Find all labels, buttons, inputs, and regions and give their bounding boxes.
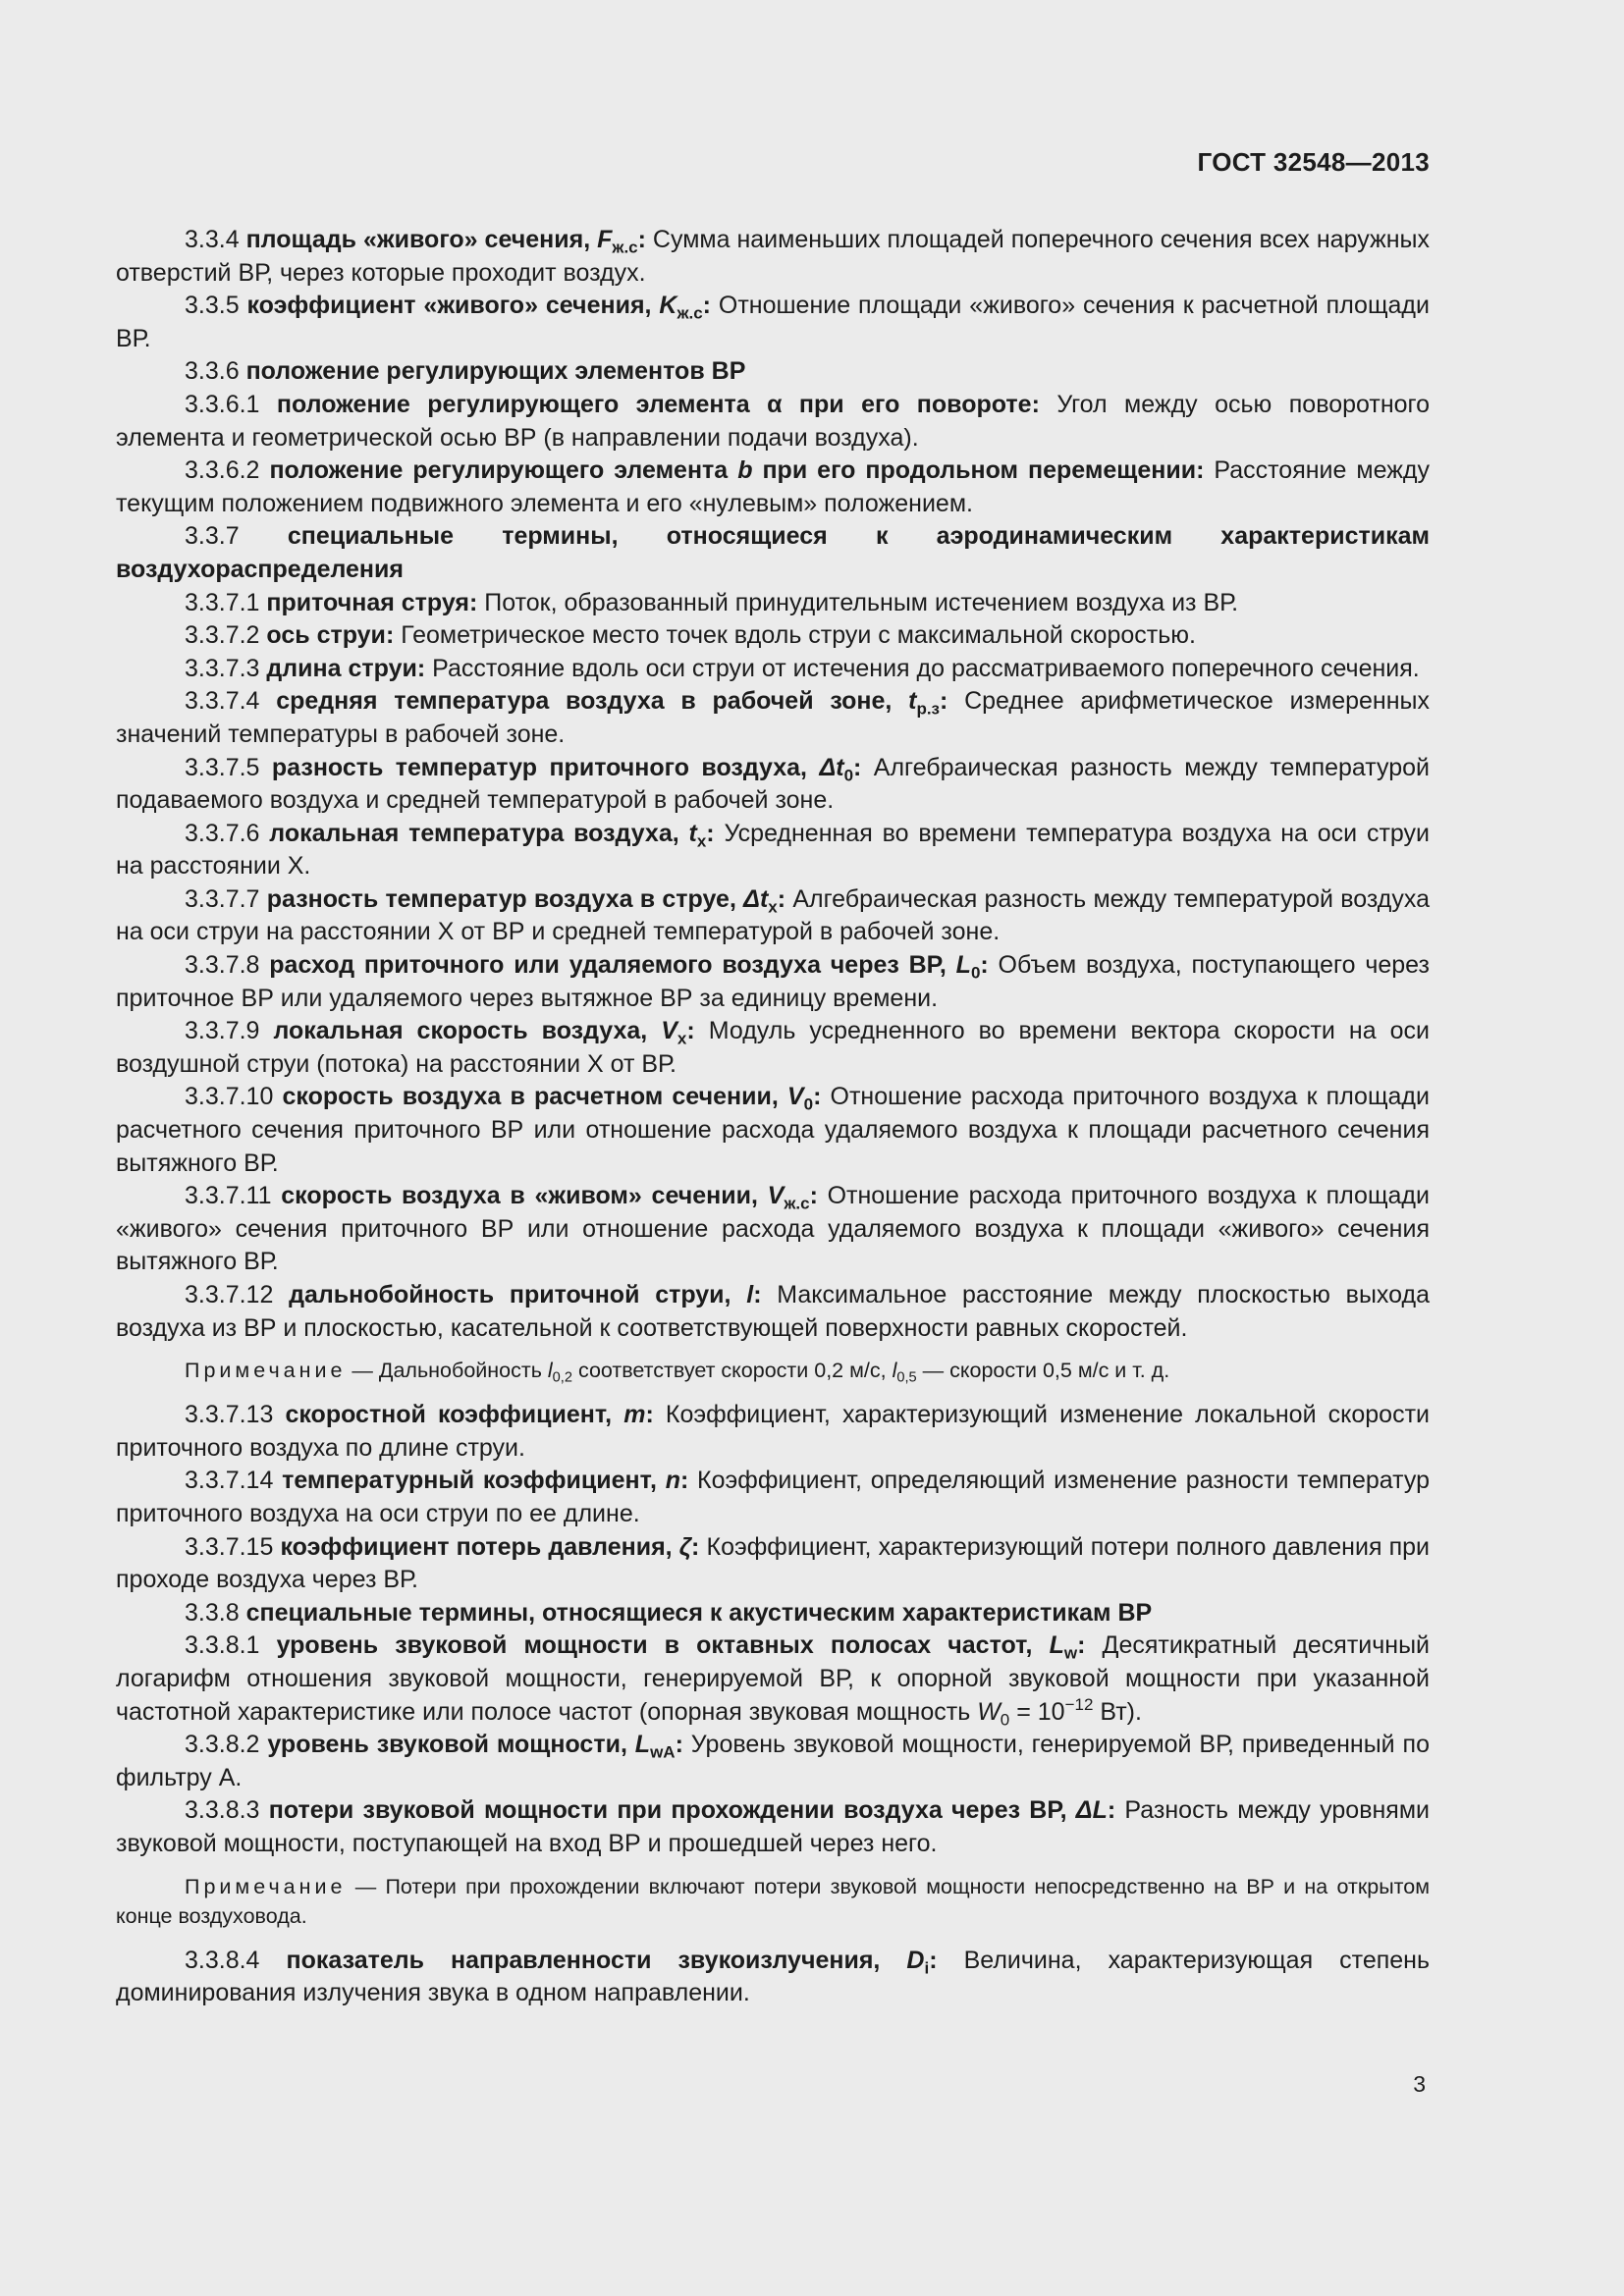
term-text: уровень звуковой мощности в октавных полосах частот,: [276, 1631, 1033, 1660]
term-name: [277, 391, 1040, 418]
formula-exponent: −12: [1064, 1694, 1094, 1714]
term-name: [266, 621, 394, 649]
term-paragraph: [116, 1399, 1430, 1465]
term-paragraph: [116, 587, 1430, 620]
formula-text: Вт).: [1093, 1697, 1142, 1726]
term-colon: :: [1031, 390, 1040, 418]
formula-text: = 10: [1009, 1697, 1065, 1726]
term-symbol-subscript: 0: [843, 765, 854, 784]
term-name: [281, 1182, 818, 1213]
term-text: специальные термины, относящиеся к акустическим характеристикам ВР: [245, 1598, 1153, 1627]
note-text: Потери при прохождении включают потери звуковой мощности непосредственно на ВР и на открытом конце воздуховода.: [116, 1874, 1430, 1928]
term-colon: :: [706, 819, 715, 847]
term-text: скорость воздуха в расчетном сечении,: [282, 1083, 779, 1111]
term-text: разность температур приточного воздуха,: [271, 753, 807, 781]
term-symbol-subscript: x: [696, 831, 707, 851]
term-colon: :: [686, 1017, 695, 1045]
clause-number: 3.3.8.1: [185, 1631, 260, 1660]
clause-number: 3.3.8.3: [185, 1796, 260, 1825]
term-paragraph: [116, 224, 1430, 290]
clause-number: 3.3.5: [185, 292, 240, 320]
note-text: соответствует скорости 0,2 м/с,: [571, 1359, 893, 1383]
clause-number: 3.3.7.10: [185, 1083, 274, 1111]
term-name: [246, 1599, 1153, 1627]
term-text: специальные термины, относящиеся к аэродинамическим характеристикам воздухораспределения: [116, 522, 1431, 583]
clause-number: 3.3.7.6: [185, 819, 260, 847]
term-text: разность температур воздуха в струе,: [266, 884, 736, 913]
term-name: [282, 1467, 688, 1494]
term-text: показатель направленности звукоизлучения,: [286, 1946, 881, 1974]
term-name: [246, 292, 712, 323]
term-paragraph: [116, 389, 1430, 454]
term-symbol-subscript: 0: [970, 963, 981, 983]
term-definition: Алгебраическая разность между температурой подаваемого воздуха и средней температурой в рабочей зоне.: [116, 753, 1431, 815]
term-paragraph: [116, 949, 1430, 1015]
document-header: ГОСТ 32548—2013: [1197, 147, 1430, 177]
term-definition: Десятикратный десятичный логарифм отношения звуковой мощности, генерируемой ВР, к опорной звуковой мощности при указанной частотной характеристике или полосе частот (опорная звуковая мощность: [116, 1631, 1431, 1726]
clause-number: 3.3.8: [185, 1598, 240, 1627]
note-dash: —: [346, 1874, 386, 1898]
term-name: [269, 1796, 1115, 1824]
term-definition: Среднее арифметическое измеренных значений температуры в рабочей зоне.: [116, 687, 1430, 748]
term-text: коэффициент потерь давления,: [280, 1532, 673, 1561]
term-colon: :: [853, 753, 862, 781]
term-name: [271, 753, 862, 784]
term-symbol: t: [908, 687, 917, 716]
clause-number: 3.3.7.12: [185, 1281, 274, 1308]
term-text: длина струи: [266, 654, 417, 682]
clause-number: 3.3.6: [185, 357, 240, 386]
term-definition: Расстояние между текущим положением подвижного элемента и его «нулевым» положением.: [116, 456, 1431, 517]
term-name: [246, 357, 746, 385]
term-symbol-subscript: x: [677, 1029, 687, 1048]
term-paragraph: [116, 1629, 1430, 1729]
term-paragraph: [116, 1531, 1430, 1597]
term-text: скорость воздуха в «живом» сечении,: [281, 1182, 758, 1210]
term-name: [276, 1631, 1086, 1663]
term-paragraph: [116, 1465, 1430, 1530]
term-definition: Коэффициент, определяющий изменение разности температур приточного воздуха на оси струи по ее длине.: [116, 1467, 1430, 1527]
term-symbol: n: [665, 1467, 680, 1495]
term-symbol: b: [737, 456, 753, 485]
term-definition: Геометрическое место точек вдоль струи с максимальной скоростью.: [394, 621, 1196, 650]
formula-symbol: W: [977, 1697, 1001, 1726]
term-text: положение регулирующего элемента α при его повороте: [276, 390, 1032, 418]
clause-number: 3.3.7.15: [185, 1532, 274, 1561]
note-text: Дальнобойность: [378, 1359, 548, 1383]
note-symbol: l: [547, 1359, 553, 1383]
term-symbol: V: [786, 1083, 804, 1111]
term-symbol: m: [623, 1401, 646, 1429]
note-symbol: l: [892, 1359, 897, 1383]
term-symbol: Δt: [743, 884, 769, 913]
term-name: [269, 456, 1204, 484]
term-colon: :: [753, 1281, 762, 1308]
term-text: локальная скорость воздуха,: [273, 1017, 648, 1045]
term-paragraph: [116, 1081, 1430, 1180]
note-text: — скорости 0,5 м/с и т. д.: [916, 1359, 1170, 1383]
term-symbol: F: [597, 226, 613, 253]
note-paragraph: [116, 1872, 1430, 1931]
note-symbol-subscript: 0,5: [896, 1369, 917, 1386]
term-text: скоростной коэффициент,: [285, 1401, 613, 1429]
term-paragraph: [116, 1279, 1430, 1345]
term-definition: Угол между осью поворотного элемента и геометрической осью ВР (в направлении подачи воздуха).: [116, 390, 1430, 452]
term-colon: :: [777, 884, 786, 913]
term-colon: :: [637, 226, 646, 253]
term-text: положение регулирующего элемента: [269, 456, 729, 485]
clause-number: 3.3.7.11: [185, 1182, 272, 1210]
clause-number: 3.3.7.2: [185, 621, 260, 650]
term-symbol-subscript: ж.с: [612, 238, 638, 257]
term-definition: Усредненная во времени температура воздуха на оси струи на расстоянии X.: [116, 819, 1430, 881]
term-symbol: V: [661, 1017, 677, 1045]
term-definition: Объем воздуха, поступающего через приточное ВР или удаляемого через вытяжное ВР за единицу времени.: [116, 951, 1430, 1012]
term-symbol: D: [906, 1946, 925, 1974]
clause-number: 3.3.7.9: [185, 1017, 260, 1045]
term-colon: :: [809, 1182, 818, 1210]
term-symbol-subscript: x: [768, 897, 778, 917]
clause-number: 3.3.8.4: [185, 1946, 260, 1974]
term-name: [116, 522, 1430, 583]
note-symbol-subscript: 0,2: [552, 1369, 572, 1386]
term-text: коэффициент «живого» сечения,: [246, 292, 652, 320]
note-label: Примечание: [185, 1874, 347, 1898]
term-colon: :: [702, 292, 711, 320]
clause-number: 3.3.7.13: [185, 1401, 274, 1429]
note-dash: —: [346, 1359, 379, 1383]
term-paragraph: [116, 752, 1430, 818]
term-colon: :: [691, 1532, 700, 1561]
term-text: положение регулирующих элементов ВР: [245, 357, 746, 386]
term-text: средняя температура воздуха в рабочей зоне,: [276, 687, 893, 716]
term-symbol: t: [688, 819, 697, 847]
clause-number: 3.3.7.14: [185, 1467, 274, 1495]
term-paragraph: [116, 883, 1430, 949]
clause-number: 3.3.6.1: [185, 390, 260, 418]
term-paragraph: [116, 1945, 1430, 2010]
term-symbol-subscript: ж.с: [784, 1194, 810, 1213]
term-paragraph: [116, 1729, 1430, 1794]
term-definition: Максимальное расстояние между плоскостью выхода воздуха из ВР и плоскостью, касательной к соответствующей поверхности равных скоростей.: [116, 1281, 1430, 1342]
term-name: [285, 1401, 653, 1428]
term-definition: Алгебраическая разность между температурой воздуха на оси струи на расстоянии X от ВР и средней температурой в рабочей зоне.: [116, 884, 1431, 946]
term-colon: :: [679, 1467, 689, 1495]
term-colon: :: [1196, 456, 1205, 485]
clause-number: 3.3.7: [185, 522, 240, 551]
term-name: [276, 687, 948, 719]
term-text: уровень звуковой мощности,: [267, 1731, 627, 1759]
term-colon: :: [416, 654, 426, 682]
term-paragraph: [116, 520, 1430, 586]
term-colon: :: [645, 1401, 654, 1429]
term-symbol: L: [634, 1731, 651, 1759]
term-paragraph: [116, 290, 1430, 355]
term-symbol-subscript: 0: [803, 1095, 814, 1114]
term-definition: Коэффициент, характеризующий изменение локальной скорости приточного воздуха по длине струи.: [116, 1401, 1430, 1462]
term-text: приточная струя: [266, 588, 470, 616]
clause-number: 3.3.7.3: [185, 654, 260, 682]
term-text: расход приточного или удаляемого воздуха через ВР,: [269, 951, 947, 980]
term-colon: :: [1077, 1631, 1086, 1660]
term-symbol-subscript: р.з: [916, 699, 941, 719]
term-colon: :: [1107, 1796, 1116, 1825]
term-paragraph: [116, 1794, 1430, 1860]
note-label: Примечание: [185, 1359, 347, 1383]
term-text: температурный коэффициент,: [282, 1467, 657, 1495]
term-definition: Разность между уровнями звуковой мощности, поступающей на вход ВР и прошедшей через него.: [116, 1796, 1430, 1857]
term-paragraph: [116, 619, 1430, 653]
term-symbol: ζ: [678, 1532, 692, 1561]
term-name: [245, 226, 646, 257]
term-name: [269, 951, 989, 983]
term-symbol-subscript: w: [1063, 1643, 1078, 1663]
term-name: [273, 1017, 695, 1048]
term-name: [267, 1731, 683, 1762]
term-paragraph: [116, 685, 1430, 751]
term-symbol-subscript: i: [924, 1957, 930, 1977]
term-definition: Отношение расхода приточного воздуха к площади расчетного сечения приточного ВР или отношение расхода удаляемого воздуха к площади расчетного сечения вытяжного ВР.: [116, 1083, 1430, 1177]
term-colon: :: [385, 621, 395, 650]
clause-number: 3.3.7.7: [185, 884, 260, 913]
term-symbol-subscript: ж.с: [677, 303, 703, 323]
term-symbol: l: [746, 1281, 754, 1308]
term-text: потери звуковой мощности при прохождении воздуха через ВР,: [268, 1796, 1067, 1825]
clause-number: 3.3.6.2: [185, 456, 260, 485]
term-symbol: L: [955, 951, 971, 980]
term-paragraph: [116, 1597, 1430, 1630]
term-colon: :: [469, 588, 478, 616]
term-name: [266, 655, 425, 682]
term-text: ось струи: [266, 621, 386, 650]
term-colon: :: [940, 687, 948, 716]
term-symbol: V: [767, 1182, 785, 1210]
page-number: 3: [1413, 2071, 1426, 2097]
term-name: [266, 884, 786, 917]
clause-number: 3.3.8.2: [185, 1731, 260, 1759]
clause-number: 3.3.7.8: [185, 951, 260, 980]
document-body: [116, 224, 1430, 2010]
term-colon: :: [813, 1083, 822, 1111]
term-colon: :: [980, 951, 989, 980]
term-name: [289, 1281, 761, 1308]
term-definition: Расстояние вдоль оси струи от истечения до рассматриваемого поперечного сечения.: [425, 654, 1420, 682]
term-text: дальнобойность приточной струи,: [289, 1281, 731, 1308]
term-definition: Отношение расхода приточного воздуха к площади «живого» сечения приточного ВР или отношение расхода удаляемого воздуха к площади «живого» сечения вытяжного ВР.: [116, 1182, 1430, 1276]
term-definition: Поток, образованный принудительным истечением воздуха из ВР.: [477, 588, 1239, 616]
term-colon: :: [675, 1731, 683, 1759]
term-name: [282, 1083, 822, 1114]
term-definition: Коэффициент, характеризующий потери полного давления при проходе воздуха через ВР.: [116, 1532, 1431, 1594]
term-paragraph: [116, 818, 1430, 883]
term-symbol: L: [1049, 1631, 1064, 1660]
term-colon: :: [929, 1946, 938, 1974]
term-definition: Сумма наименьших площадей поперечного сечения всех наружных отверстий ВР, через которые проходит воздух.: [116, 226, 1430, 287]
term-text: локальная температура воздуха,: [269, 819, 679, 847]
clause-number: 3.3.4: [185, 226, 240, 253]
clause-number: 3.3.7.5: [185, 753, 260, 781]
term-paragraph: [116, 355, 1430, 389]
term-text: при его продольном перемещении: [752, 456, 1197, 485]
term-symbol: ΔL: [1075, 1796, 1108, 1825]
clause-number: 3.3.7.1: [185, 588, 260, 616]
term-name: [286, 1946, 938, 1977]
term-text: площадь «живого» сечения,: [245, 226, 591, 253]
term-paragraph: [116, 454, 1430, 520]
clause-number: 3.3.7.4: [185, 687, 260, 716]
term-definition: Уровень звуковой мощности, генерируемой ВР, приведенный по фильтру А.: [116, 1731, 1430, 1791]
formula-subscript: 0: [1000, 1709, 1010, 1729]
term-paragraph: [116, 653, 1430, 686]
term-name: [281, 1533, 700, 1561]
term-symbol: Δt: [819, 753, 844, 781]
term-symbol: K: [659, 292, 677, 320]
term-name: [266, 589, 477, 616]
term-symbol-subscript: wA: [650, 1742, 676, 1762]
term-definition: Величина, характеризующая степень доминирования излучения звука в одном направлении.: [116, 1946, 1430, 2007]
term-name: [269, 819, 715, 851]
term-definition: Отношение площади «живого» сечения к расчетной площади ВР.: [116, 292, 1430, 352]
term-definition: Модуль усредненного во времени вектора скорости на оси воздушной струи (потока) на расстоянии X от ВР.: [116, 1017, 1430, 1078]
term-paragraph: [116, 1015, 1430, 1081]
term-paragraph: [116, 1180, 1430, 1279]
note-paragraph: [116, 1356, 1430, 1385]
